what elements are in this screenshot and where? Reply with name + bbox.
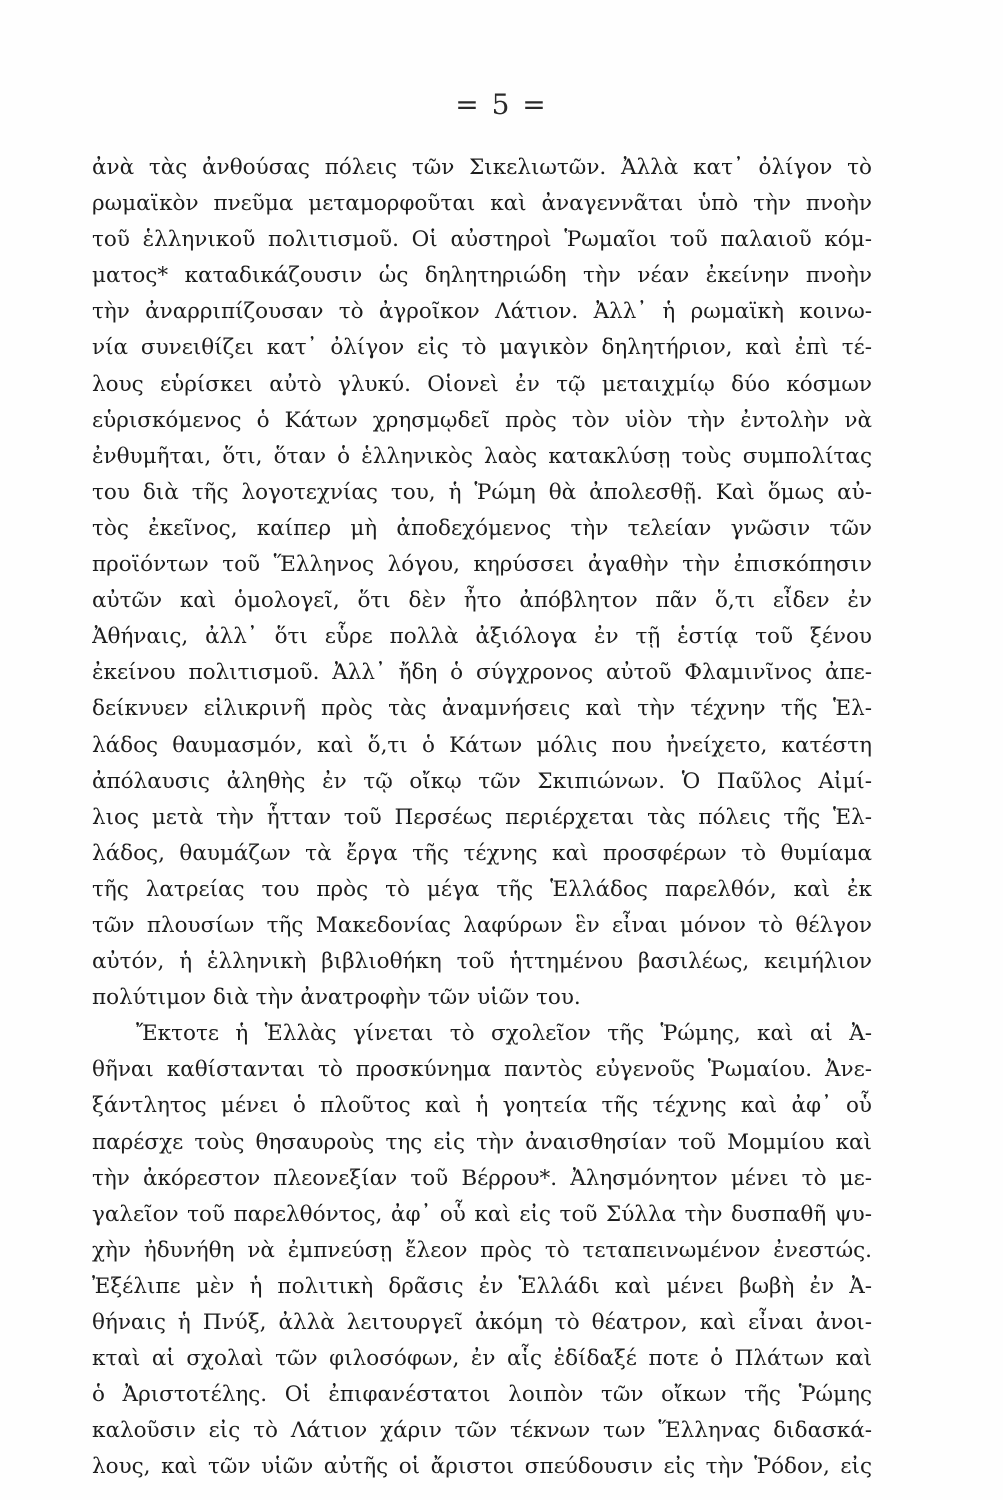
text-line: λους, καὶ τῶν υἱῶν αὐτῆς οἱ ἄριστοι σπεύδουσιν εἰς τὴν Ῥόδον, εἰς (92, 1454, 872, 1480)
text-line: παρέσχε τοὺς θησαυροὺς της εἰς τὴν ἀναισθησίαν τοῦ Μομμίου καὶ (92, 1129, 872, 1155)
text-line: λάδος θαυμασμόν, καὶ ὅ,τι ὁ Κάτων μόλις που ἠνείχετο, κατέστη (92, 732, 872, 758)
text-line: ρωμαϊκὸν πνεῦμα μεταμορφοῦται καὶ ἀναγεννᾶται ὑπὸ τὴν πνοὴν (92, 191, 872, 217)
text-line: θῆναι καθίστανται τὸ προσκύνημα παντὸς εὐγενοῦς Ῥωμαίου. Ἀνε- (92, 1057, 872, 1083)
text-line: Ἀθήναις, ἀλλ᾽ ὅτι εὗρε πολλὰ ἀξιόλογα ἐν τῇ ἑστίᾳ τοῦ ξένου (92, 624, 872, 650)
text-line: λάδος, θαυμάζων τὰ ἔργα τῆς τέχνης καὶ προσφέρων τὸ θυμίαμα (92, 840, 872, 866)
text-line: Ἐξέλιπε μὲν ἡ πολιτικὴ δρᾶσις ἐν Ἑλλάδι καὶ μένει βωβὴ ἐν Ἀ- (92, 1273, 872, 1299)
text-line: ἐκείνου πολιτισμοῦ. Ἀλλ᾽ ἤδη ὁ σύγχρονος αὐτοῦ Φλαμινῖνος ἀπε- (92, 660, 872, 686)
paragraph-end-line: πολύτιμον διὰ τὴν ἀνατροφὴν τῶν υἱῶν του. (92, 985, 581, 1011)
text-line: τοῦ ἑλληνικοῦ πολιτισμοῦ. Οἱ αὐστηροὶ Ῥωμαῖοι τοῦ παλαιοῦ κόμ- (92, 227, 872, 253)
text-line: τὴν ἀκόρεστον πλεονεξίαν τοῦ Βέρρου*. Ἀλησμόνητον μένει τὸ με- (92, 1165, 872, 1191)
body-text (92, 150, 872, 1485)
text-line: αὐτῶν καὶ ὁμολογεῖ, ὅτι δὲν ἦτο ἀπόβλητον πᾶν ὅ,τι εἶδεν ἐν (92, 588, 872, 614)
text-line: ὁ Ἀριστοτέλης. Οἱ ἐπιφανέστατοι λοιπὸν τῶν οἴκων τῆς Ῥώμης (92, 1382, 872, 1408)
text-line: του διὰ τῆς λογοτεχνίας του, ἡ Ῥώμη θὰ ἀπολεσθῇ. Καὶ ὅμως αὐ- (92, 479, 872, 505)
text-line: θήναις ἡ Πνύξ, ἀλλὰ λειτουργεῖ ἀκόμη τὸ θέατρον, καὶ εἶναι ἀνοι- (92, 1310, 872, 1335)
text-line: ἐνθυμῆται, ὅτι, ὅταν ὁ ἑλληνικὸς λαὸς κατακλύσῃ τοὺς συμπολίτας (92, 443, 872, 469)
text-line: ξάντλητος μένει ὁ πλοῦτος καὶ ἡ γοητεία τῆς τέχνης καὶ ἀφ᾽ οὗ (92, 1093, 872, 1119)
text-line: δείκνυεν εἰλικρινῆ πρὸς τὰς ἀναμνήσεις καὶ τὴν τέχνην τῆς Ἑλ- (92, 696, 872, 722)
text-line: χὴν ἠδυνήθη νὰ ἐμπνεύσῃ ἔλεον πρὸς τὸ τεταπεινωμένον ἐνεστώς. (92, 1237, 872, 1263)
text-line: τῶν πλουσίων τῆς Μακεδονίας λαφύρων ἓν εἶναι μόνον τὸ θέλγον (92, 912, 872, 938)
text-line: τὴν ἀναρριπίζουσαν τὸ ἀγροῖκον Λάτιον. Ἀλλ᾽ ἡ ρωμαϊκὴ κοινω- (92, 299, 872, 325)
text-line: νία συνειθίζει κατ᾽ ὀλίγον εἰς τὸ μαγικὸν δηλητήριον, καὶ ἐπὶ τέ- (92, 335, 872, 361)
text-line: ἀνὰ τὰς ἀνθούσας πόλεις τῶν Σικελιωτῶν. Ἀλλὰ κατ᾽ ὀλίγον τὸ (92, 155, 872, 180)
text-line: ματος* καταδικάζουσιν ὡς δηλητηριώδη τὴν νέαν ἐκείνην πνοὴν (92, 263, 872, 289)
text-line: εὑρισκόμενος ὁ Κάτων χρησμῳδεῖ πρὸς τὸν υἱὸν τὴν ἐντολὴν νὰ (92, 407, 872, 433)
text-line: γαλεῖον τοῦ παρελθόντος, ἀφ᾽ οὗ καὶ εἰς τοῦ Σύλλα τὴν δυσπαθῆ ψυ- (92, 1201, 872, 1227)
text-line: καλοῦσιν εἰς τὸ Λάτιον χάριν τῶν τέκνων των Ἕλληνας διδασκά- (92, 1418, 872, 1444)
text-line: αὐτόν, ἡ ἑλληνικὴ βιβλιοθήκη τοῦ ἡττημένου βασιλέως, κειμήλιον (92, 949, 872, 975)
text-line: τῆς λατρείας του πρὸς τὸ μέγα τῆς Ἑλλάδος παρελθόν, καὶ ἐκ (92, 876, 872, 902)
text-line: λους εὑρίσκει αὐτὸ γλυκύ. Οἱονεὶ ἐν τῷ μεταιχμίῳ δύο κόσμων (92, 371, 872, 397)
text-line: ἀπόλαυσις ἀληθὴς ἐν τῷ οἴκῳ τῶν Σκιπιώνων. Ὁ Παῦλος Αἰμί- (92, 768, 872, 794)
text-line: προϊόντων τοῦ Ἕλληνος λόγου, κηρύσσει ἀγαθὴν τὴν ἐπισκόπησιν (92, 552, 872, 578)
text-line: λιος μετὰ τὴν ἧτταν τοῦ Περσέως περιέρχεται τὰς πόλεις τῆς Ἑλ- (92, 804, 872, 830)
text-line: τὸς ἐκεῖνος, καίπερ μὴ ἀποδεχόμενος τὴν τελείαν γνῶσιν τῶν (92, 515, 872, 541)
page-number: = 5 = (455, 88, 548, 121)
paragraph-start-line: Ἔκτοτε ἡ Ἑλλὰς γίνεται τὸ σχολεῖον τῆς Ῥώμης, καὶ αἱ Ἀ- (136, 1021, 872, 1047)
text-line: κταὶ αἱ σχολαὶ τῶν φιλοσόφων, ἐν αἷς ἐδίδαξέ ποτε ὁ Πλάτων καὶ (92, 1346, 872, 1372)
